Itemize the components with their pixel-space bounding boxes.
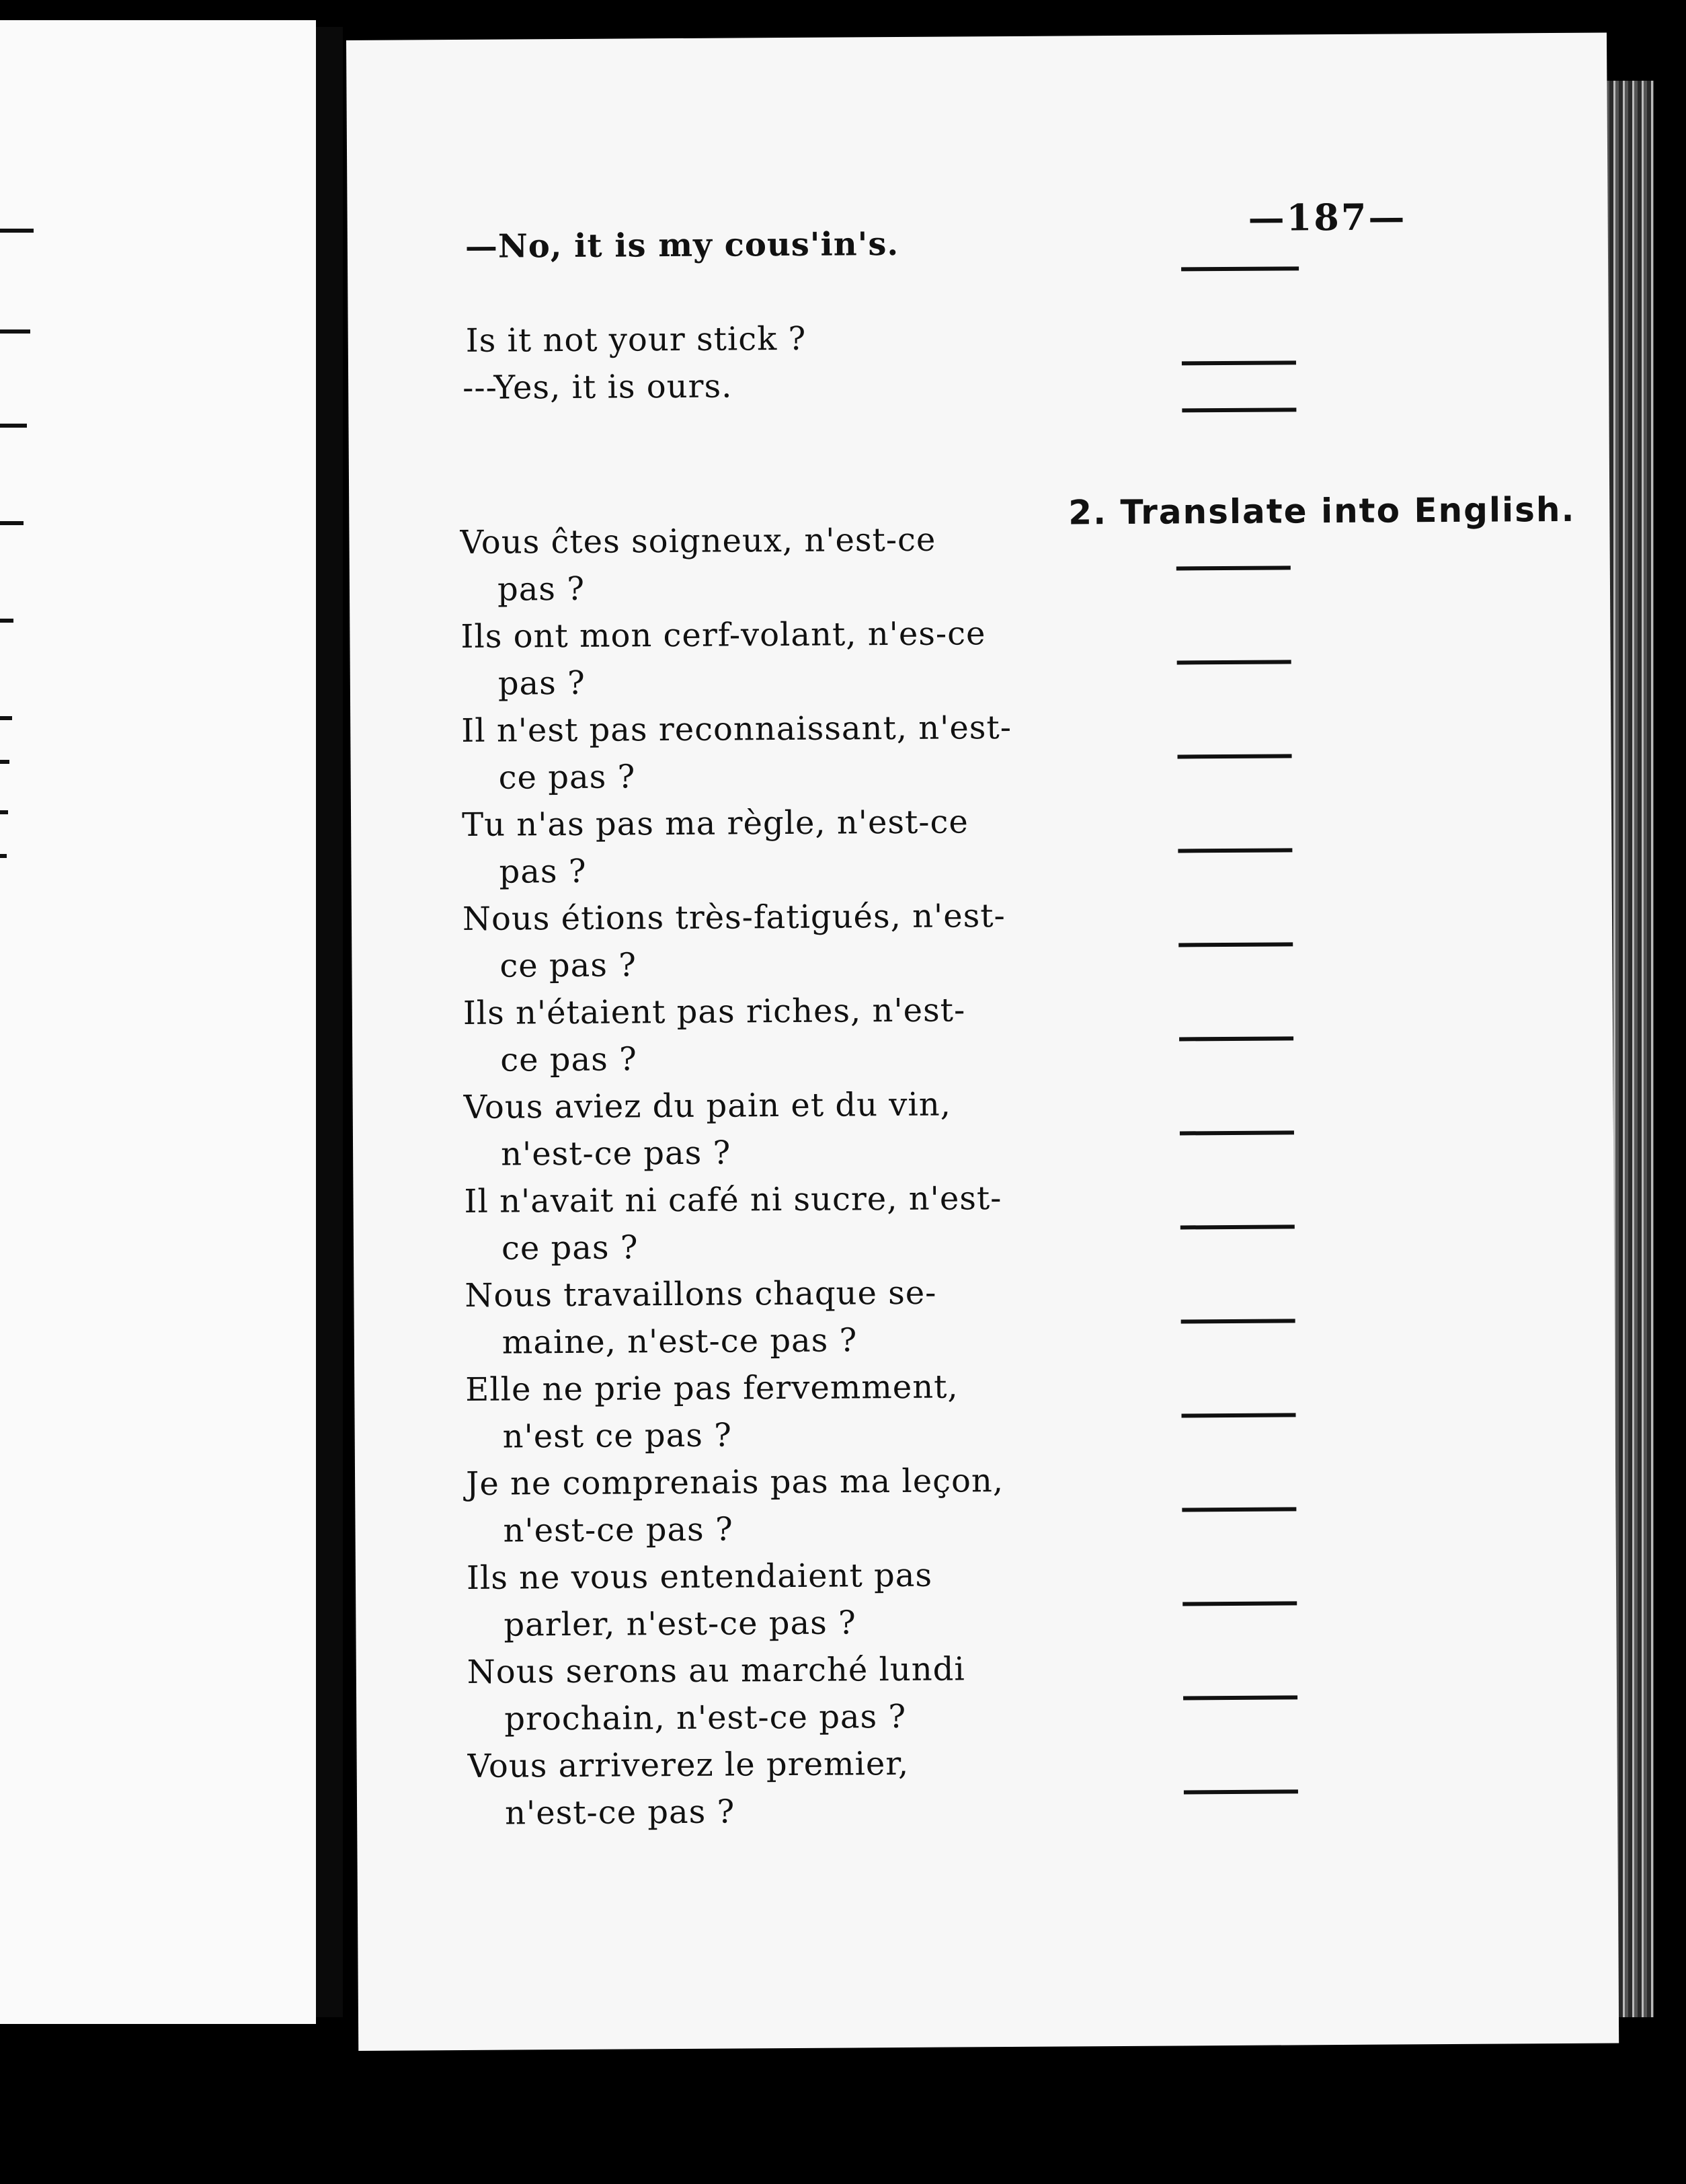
exercise-line: pas ? bbox=[497, 664, 586, 703]
answer-blank bbox=[1180, 1224, 1295, 1229]
page-number: —187— bbox=[1248, 195, 1407, 239]
exercise-line: Je ne comprenais pas ma leçon, bbox=[465, 1462, 1004, 1503]
left-page-mark bbox=[0, 810, 8, 814]
answer-blank bbox=[1178, 942, 1293, 947]
exercise-line: ---Yes, it is ours. bbox=[462, 367, 733, 407]
answer-blank bbox=[1176, 566, 1291, 570]
answer-blank bbox=[1180, 1130, 1294, 1135]
exercise-line: Il n'est pas reconnaissant, n'est- bbox=[461, 708, 1012, 750]
exercise-line: parler, n'est-ce pas ? bbox=[504, 1604, 856, 1644]
exercise-line: Tu n'as pas ma règle, n'est-ce bbox=[461, 803, 969, 844]
exercise-line: n'est-ce pas ? bbox=[503, 1510, 733, 1550]
exercise-line: Il n'avait ni café ni sucre, n'est- bbox=[464, 1179, 1002, 1220]
exercise-line: Nous travaillons chaque se- bbox=[465, 1274, 937, 1315]
left-page-mark bbox=[0, 619, 13, 623]
exercise-line: ce pas ? bbox=[498, 758, 636, 797]
answer-blank bbox=[1182, 1507, 1296, 1512]
exercise-line: n'est-ce pas ? bbox=[500, 1134, 731, 1173]
left-page-mark bbox=[0, 716, 12, 720]
answer-blank bbox=[1177, 660, 1291, 664]
exercise-line: Vous ĉtes soigneux, n'est-ce bbox=[460, 520, 936, 561]
section-heading: 2. Translate into English. bbox=[1068, 490, 1576, 533]
answer-blank bbox=[1182, 1601, 1297, 1606]
exercise-line: n'est ce pas ? bbox=[502, 1416, 733, 1456]
exercise-line: pas ? bbox=[499, 852, 587, 891]
answer-blank bbox=[1183, 1695, 1297, 1700]
left-page-mark bbox=[0, 329, 30, 334]
exercise-line: Elle ne prie pas fervemment, bbox=[465, 1368, 959, 1409]
exercise-line: prochain, n'est-ce pas ? bbox=[504, 1697, 907, 1738]
exercise-line: ce pas ? bbox=[499, 946, 637, 985]
exercise-line: —No, it is my cous'in's. bbox=[465, 225, 899, 266]
answer-blank bbox=[1179, 1036, 1293, 1041]
left-page-mark bbox=[0, 229, 34, 233]
left-page-mark bbox=[0, 854, 7, 858]
exercise-line: Nous serons au marché lundi bbox=[467, 1650, 965, 1691]
answer-blank bbox=[1181, 1413, 1295, 1417]
answer-blank bbox=[1181, 1319, 1295, 1323]
exercise-line: maine, n'est-ce pas ? bbox=[501, 1321, 858, 1362]
answer-blank bbox=[1182, 360, 1296, 365]
exercise-line: n'est-ce pas ? bbox=[504, 1793, 735, 1832]
answer-blank bbox=[1182, 407, 1296, 412]
left-page-mark bbox=[0, 760, 9, 764]
exercise-line: ce pas ? bbox=[501, 1228, 639, 1268]
answer-blank bbox=[1178, 848, 1292, 853]
left-page-mark bbox=[0, 424, 27, 428]
exercise-line: Ils ont mon cerf-volant, n'es-ce bbox=[460, 615, 986, 656]
left-page-mark bbox=[0, 521, 24, 525]
exercise-line: ce pas ? bbox=[500, 1040, 637, 1079]
exercise-line: Vous aviez du pain et du vin, bbox=[463, 1085, 952, 1126]
exercise-line: Nous étions très-fatigués, n'est- bbox=[462, 897, 1006, 938]
answer-blank bbox=[1178, 754, 1292, 758]
exercise-line: Vous arriverez le premier, bbox=[467, 1744, 910, 1785]
exercise-line: Ils ne vous entendaient pas bbox=[466, 1556, 933, 1597]
exercise-line: pas ? bbox=[497, 570, 586, 609]
exercise-line: Ils n'étaient pas riches, n'est- bbox=[463, 991, 966, 1032]
answer-blank bbox=[1184, 1789, 1298, 1794]
book-gutter bbox=[316, 27, 343, 2017]
right-page bbox=[346, 33, 1619, 2051]
answer-blank bbox=[1181, 266, 1299, 271]
exercise-line: Is it not your stick ? bbox=[465, 319, 807, 360]
left-page bbox=[0, 20, 316, 2024]
